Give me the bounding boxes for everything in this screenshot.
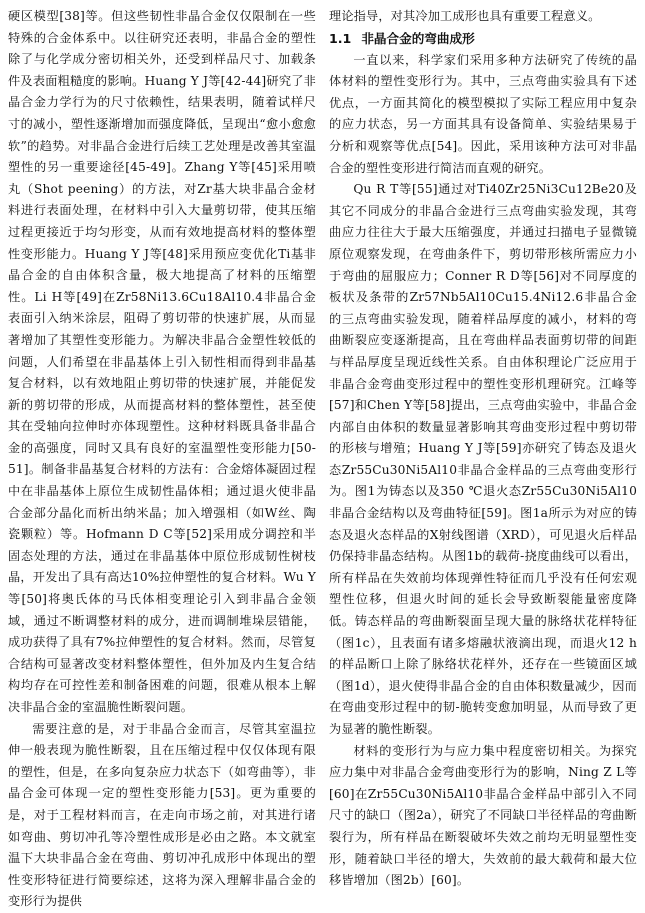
paragraph: 理论指导，对其冷加工成形也具有重要工程意义。 xyxy=(329,9,601,23)
paragraph: 一直以来，科学家们采用多种方法研究了传统的晶体材料的塑性变形行为。其中，三点弯曲实验具有下述优点，一方面其简化的模型模拟了实际工程应用中复杂的应力状态，另一方面其具有设备简单、实验结果易于分析和观察等优点[54]。因此，采用该种方法可对非晶合金的塑性变形进行简洁而直观的研究。 xyxy=(329,52,637,175)
section-number: 1.1 xyxy=(329,30,352,46)
paragraph: Qu R T等[55]通过对Ti40Zr25Ni3Cu12Be20及其它不同成分的非晶合金进行三点弯曲实验发现，其弯曲应力往往大于最大压缩强度，并通过扫描电子显微镜原位观察发现，在弯曲条件下，剪切带形核所需应力小于弯曲的屈服应力；Conner R D等[56]对不同厚度的板状及条带的Zr57Nb5Al10Cu15.4Ni12.6非晶合金的三点弯曲实验发现，随着样品厚度的减小，材料的弯曲断裂应变逐渐提高，且在弯曲样品表面剪切带的间距与样品厚度呈现近线性关系。自由体积理论广泛应用于非晶合金弯曲变形过程中的塑性变形机理研究。江峰等[57]和Chen Y等[58]提出，三点弯曲实验中，非晶合金内部自由体积的数量显著影响其弯曲变形过程中剪切带的形核与增殖；Huang Y J等[59]亦研究了铸态及退火态Zr55Cu30Ni5Al10非晶合金样品的三点弯曲变形行为。图1为铸态以及350 ℃退火态Zr55Cu30Ni5Al10非晶合金结构以及弯曲特征[59]。图1a所示为对应的铸态及退火态样品的X射线图谱（XRD），可见退火后样品仍保持非晶态结构。从图1b的载荷-挠度曲线可以看出，所有样品在失效前均体现弹性特征而几乎没有任何宏观塑性位移，但退火时间的延长会导致断裂能量密度降低。铸态样品的弯曲断裂面呈现大量的脉络状花样特征（图1c），且表面有诸多熔融状液滴出现，而退火12 h的样品断口上除了脉络状花样外，还存在一些镜面区域（图1d），退火使得非晶合金的自由体积数量减少，因而在弯曲变形过程中的韧-脆转变愈加明显，从而导致了更为显著的脆性断裂。 xyxy=(329,182,637,736)
left-column xyxy=(8,6,316,913)
paragraph: 材料的变形行为与应力集中程度密切相关。为探究应力集中对非晶合金弯曲变形行为的影响，Ning Z L等[60]在Zr55Cu30Ni5Al10非晶合金样品中部引入不同尺寸的缺口（图2a），研究了不同缺口半径样品的弯曲断裂行为，所有样品在断裂破坏失效之前均无明显塑性变形，随着缺口半径的增大，失效前的最大载荷和最大位移皆增加（图2b）[60]。 xyxy=(329,743,637,888)
section-title: 非晶合金的弯曲成形 xyxy=(361,30,475,46)
section-heading xyxy=(329,28,637,50)
right-column xyxy=(329,6,637,913)
two-column-body xyxy=(8,6,637,913)
paragraph: 需要注意的是，对于非晶合金而言，尽管其室温拉伸一般表现为脆性断裂，且在压缩过程中仅仅体现有限的塑性，但是，在多向复杂应力状态下（如弯曲等），非晶合金可体现一定的塑性变形能力[53]。更为重要的是，对于工程材料而言，在走向市场之前，对其进行诸如弯曲、剪切冲孔等冷塑性成形是必由之路。本文就室温下大块非晶合金在弯曲、剪切冲孔成形中体现出的塑性变形特征进行简要综述，这将为深入理解非晶合金的变形行为提供 xyxy=(8,721,316,909)
paragraph: 硬区模型[38]等。但这些韧性非晶合金仅仅限制在一些特殊的合金体系中。以往研究还表明，非晶合金的塑性除了与化学成分密切相关外，还受到样品尺寸、加载条件及表面粗糙度的影响。Huang Y J等[42-44]研究了非晶合金力学行为的尺寸依赖性，结果表明，随着试样尺寸的减小，塑性逐渐增加而强度降低，呈现出“愈小愈愈软”的趋势。对非晶合金进行后续工艺处理是改善其室温塑性的另一重要途径[45-49]。Zhang Y等[45]采用喷丸（Shot peening）的方法，对Zr基大块非晶合金材料进行表面处理，在材料中引入大量剪切带，使其压缩过程更接近于均匀形变，从而有效地提高材料的整体塑性变形能力。Huang Y J等[48]采用预应变优化Ti基非晶合金的自由体积含量，极大地提高了材料的压缩塑性。Li H等[49]在Zr58Ni13.6Cu18Al10.4非晶合金表面引入纳米涂层，阻碍了剪切带的快速扩展，从而显著增加了其塑性变形能力。为解决非晶合金塑性较低的问题，人们希望在非晶基体上引入韧性相而得到非晶基复合材料，以有效地阻止剪切带的快速扩展，并能促发新的剪切带的形成，从而提高材料的整体塑性，甚至使其在受轴向拉伸时亦体现塑性。这种材料既具备非晶合金的高强度，同时又具有良好的室温塑性变形能力[50-51]。制备非晶基复合材料的方法有：合金熔体凝固过程中在非晶基体上原位生成韧性晶体相；通过退火使非晶合金部分晶化而析出纳米晶；加入增强相（如W丝、陶瓷颗粒）等。Hofmann D C等[52]采用成分调控和半固态处理的方法，通过在非晶基体中原位形成韧性树枝晶，开发出了具有高达10%拉伸塑性的复合材料。Wu Y等[50]将奥氏体的马氏体相变理论引入到非晶合金领域，通过不断调整材料的成分，进而调制堆垛层错能，成功获得了具有7%拉伸塑性的复合材料。然而，尽管复合结构可显著改变材料整体塑性，但外加及内生复合结构均存在可控性差和制备困难的问题，很难从根本上解决非晶合金的室温脆性断裂问题。 xyxy=(8,9,316,714)
